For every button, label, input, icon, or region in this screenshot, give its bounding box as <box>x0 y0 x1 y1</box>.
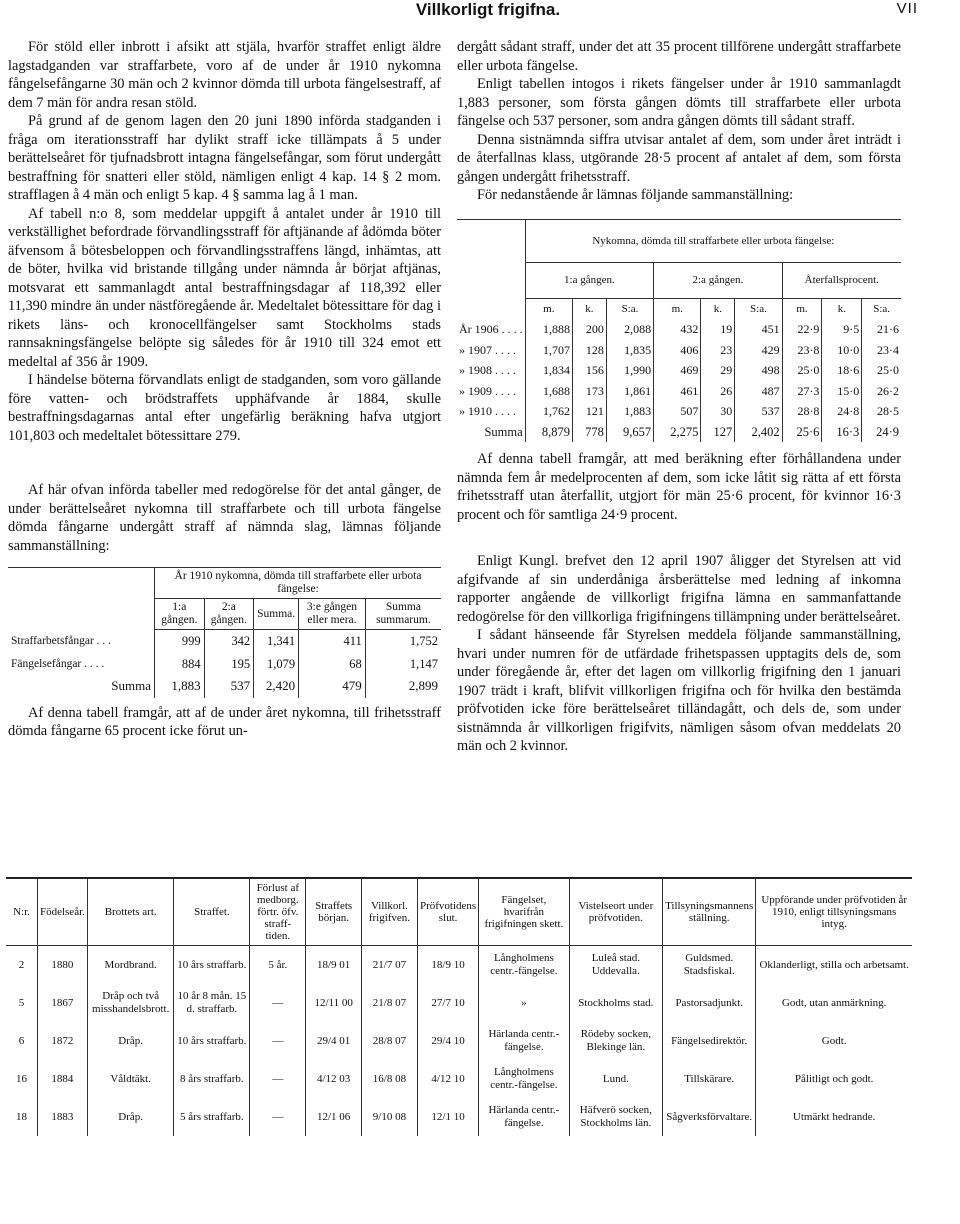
table-cell: 1880 <box>37 946 87 985</box>
table-cell: Tillskärare. <box>663 1060 756 1098</box>
table-cell: Dråp. <box>87 1098 174 1136</box>
row-label: År 1906 . . . . <box>459 322 523 336</box>
table-cell: » <box>479 984 569 1022</box>
table-cell: 1,888 <box>525 319 572 340</box>
table-cell: Härlanda centr.-fängelse. <box>479 1022 569 1060</box>
prison-count-table <box>8 567 441 698</box>
table-cell: 1872 <box>37 1022 87 1060</box>
table-cell: 29 <box>701 360 735 381</box>
table-cell: 18/9 10 <box>417 946 478 985</box>
table-cell: — <box>250 1060 306 1098</box>
table-cell: 1,883 <box>606 401 653 422</box>
table-sum-row: Summa 1,883 537 2,420 479 2,899 <box>8 675 441 698</box>
table-cell: 19 <box>701 319 735 340</box>
table-cell: 29/4 10 <box>417 1022 478 1060</box>
table-cell: 15·0 <box>822 381 862 402</box>
table-cell: 1,835 <box>606 340 653 361</box>
column-header: Straffet. <box>174 878 250 946</box>
column-header: Uppförande under pröfvotiden år 1910, enligt tillsyningsmans intyg. <box>756 878 912 946</box>
table-cell: 21/7 07 <box>361 946 417 985</box>
table-cell: Långholmens centr.-fängelse. <box>479 1060 569 1098</box>
table-cell: — <box>250 1022 306 1060</box>
paragraph: Af denna tabell framgår, att med beräkning efter förhållandena under nämnda fem år medelprocenten af dem, som icke låtit sig rätta af ett första frihetsstraff utan återfallit, utgjort för män 25·6 procent, för kvinnor 16·3 procent och för samtliga 24·9 procent. <box>457 451 901 523</box>
table-cell: 537 <box>735 401 782 422</box>
table-cell: 29/4 01 <box>306 1022 362 1060</box>
table-cell: 21·6 <box>862 319 901 340</box>
paragraph: På grund af de genom lagen den 20 juni 1890 införda stadganden i fråga om iterationsstraff har dylikt straff icke tillämpats å 5 under berättelseåret för tjufnadsbrott intagna fängelsefångar, som förut undergått bestraffning för snatteri eller stöld, nämligen enligt 4 kap. 14 § 2 mom. strafflagen å 4 män och enligt 5 kap. 4 § samma lag å 1 man. <box>8 113 441 203</box>
table-cell: 200 <box>572 319 606 340</box>
running-header-title: Villkorligt frigifna. <box>415 0 561 19</box>
paragraph: Enligt tabellen intogos i rikets fängelser under år 1910 sammanlagdt 1,883 personer, som första gången dömts till straffarbete eller urbota fängelse och 537 personer, som andra gången dömts till sådant straff. <box>457 76 901 129</box>
table-cell: Dråp. <box>87 1022 174 1060</box>
table-cell: — <box>250 984 306 1022</box>
table-cell: Godt, utan anmärkning. <box>756 984 912 1022</box>
table-cell: Dråp och två misshandelsbrott. <box>87 984 174 1022</box>
table-cell: 23·8 <box>782 340 822 361</box>
table-cell: Godt. <box>756 1022 912 1060</box>
table-cell: 451 <box>735 319 782 340</box>
table-row: Straffarbetsfångar . . . 999 342 1,341 411 1,752 <box>8 630 441 653</box>
column-group-header: 1:a gången. <box>525 263 653 299</box>
table-cell: 12/1 06 <box>306 1098 362 1136</box>
table-cell: 30 <box>701 401 735 422</box>
table-cell: 25·0 <box>782 360 822 381</box>
paragraph: Af denna tabell framgår, att af de under året nykomna, till frihetsstraff dömda fångarne 65 procent icke förut un- <box>8 704 441 739</box>
table-cell: 10 år 8 mån. 15 d. straffarb. <box>174 984 250 1022</box>
table-cell: 24·8 <box>822 401 862 422</box>
table-cell: Utmärkt hedrande. <box>756 1098 912 1136</box>
table-cell: 5 års straffarb. <box>174 1098 250 1136</box>
column-header: N:r. <box>6 878 37 946</box>
paragraph: För stöld eller inbrott i afsikt att stjäla, hvarför straffet enligt äldre lagstadganden var straffarbete, voro af de under år 1910 nykomna fångelsefångarne 30 män och 2 kvinnor dömda till urbota fängelsestraff, af dem 7 män för andra resan stöld. <box>8 39 441 111</box>
table-cell: Luleå stad. Uddevalla. <box>569 946 663 985</box>
column-header: Pröfvotidens slut. <box>417 878 478 946</box>
table-cell: Oklanderligt, stilla och arbetsamt. <box>756 946 912 985</box>
table-cell: 22·9 <box>782 319 822 340</box>
table-cell: 1867 <box>37 984 87 1022</box>
table-cell: 2 <box>18 958 25 971</box>
table-cell: 21/8 07 <box>361 984 417 1022</box>
column-group-header: 2:a gången. <box>654 263 782 299</box>
table-cell: Härlanda centr.-fängelse. <box>479 1098 569 1136</box>
table-row <box>457 381 901 402</box>
table-cell: Pålitligt och godt. <box>756 1060 912 1098</box>
table-cell: 23 <box>701 340 735 361</box>
column-group-header: Återfallsprocent. <box>782 263 901 299</box>
table-cell: 25·0 <box>862 360 901 381</box>
table-cell: 128 <box>572 340 606 361</box>
column-header: Tillsyningsmannens ställning. <box>663 878 756 946</box>
table-cell: 18/9 01 <box>306 946 362 985</box>
table-cell: Mordbrand. <box>87 946 174 985</box>
table-cell: 2,088 <box>606 319 653 340</box>
table-cell: 28·8 <box>782 401 822 422</box>
table-row <box>6 1022 912 1060</box>
table-cell: 1884 <box>37 1060 87 1098</box>
table-cell: 12/1 10 <box>417 1098 478 1136</box>
table-cell: 1,762 <box>525 401 572 422</box>
table-row <box>457 319 901 340</box>
table-cell: 10·0 <box>822 340 862 361</box>
table-cell: 1883 <box>37 1098 87 1136</box>
table-cell: 4/12 10 <box>417 1060 478 1098</box>
table-cell: Guldsmed. Stadsfiskal. <box>663 946 756 985</box>
table-row <box>457 401 901 422</box>
table-cell: Rödeby socken, Blekinge län. <box>569 1022 663 1060</box>
table-row <box>6 1098 912 1136</box>
table-cell: 27·3 <box>782 381 822 402</box>
paragraph: I sådant hänseende får Styrelsen meddela följande sammanställning, hvari under numren för de utfärdade frihetspassen upptagits dels de, som under föregående år, efter det lagen om villkorlig frigifning den 1 januari 1907 trädt i kraft, blifvit villkorligen frigifna och för hvilka den bestämda pröfvotiden icke före berättelseåret tilländagått, och dels de, som under sistnämnda år villkorligen frigifvits, nämligen såsom ofvan meddelats 20 män och 2 kvinnor. <box>457 627 901 754</box>
table-cell: 1,707 <box>525 340 572 361</box>
page-number: VII <box>896 0 918 17</box>
table-cell: 12/11 00 <box>306 984 362 1022</box>
table-cell: 507 <box>654 401 701 422</box>
column-header: Summa summarum. <box>365 599 441 630</box>
column-header: 3:e gången eller mera. <box>299 599 366 630</box>
column-header: Födelseår. <box>37 878 87 946</box>
table-cell: 28·5 <box>862 401 901 422</box>
paragraph: I händelse böterna förvandlats enligt de stadganden, som voro gällande före vatten- och brödstraffets upphäfvande år 1884, skulle bestraffningsdagarnas antal efter ungefärlig beräkning hafva utgjort 101,803 och medeltalet bötessittare 279. <box>8 372 441 444</box>
table-cell: 469 <box>654 360 701 381</box>
right-column <box>457 38 901 756</box>
table-cell: Lund. <box>569 1060 663 1098</box>
table-cell: 9/10 08 <box>361 1098 417 1136</box>
table-cell: Våldtäkt. <box>87 1060 174 1098</box>
row-label: » 1910 . . . . <box>459 404 516 418</box>
table-cell: 26 <box>701 381 735 402</box>
paragraph: För nedanstående år lämnas följande sammanställning: <box>477 187 794 203</box>
table-cell: 6 <box>18 1034 25 1047</box>
table-cell: 1,834 <box>525 360 572 381</box>
table-cell: 16/8 08 <box>361 1060 417 1098</box>
table-cell: 429 <box>735 340 782 361</box>
column-header: Villkorl. frigifven. <box>361 878 417 946</box>
table-cell: 16 <box>15 1072 27 1085</box>
table-cell: — <box>250 1098 306 1136</box>
table-sum-row: Summa 8,879 778 9,657 2,275 127 2,402 25·6 16·3 24·9 <box>457 422 901 443</box>
table-row <box>6 984 912 1022</box>
table-cell: 10 års straffarb. <box>174 1022 250 1060</box>
table-cell: Långholmens centr.-fängelse. <box>479 946 569 985</box>
table-row <box>457 360 901 381</box>
table-cell: Stockholms stad. <box>569 984 663 1022</box>
table-row <box>6 946 912 985</box>
column-header: Förlust af medborg. förtr. öfv. straff-tiden. <box>250 878 306 946</box>
table-cell: 23·4 <box>862 340 901 361</box>
table-cell: 4/12 03 <box>306 1060 362 1098</box>
table-cell: 156 <box>572 360 606 381</box>
table-cell: 121 <box>572 401 606 422</box>
table-cell: Pastorsadjunkt. <box>663 984 756 1022</box>
table-super-header: Nykomna, dömda till straffarbete eller urbota fängelse: <box>525 219 901 263</box>
row-label: » 1907 . . . . <box>459 342 516 357</box>
table-cell: 10 års straffarb. <box>174 946 250 985</box>
paragraph: Enligt Kungl. brefvet den 12 april 1907 åligger det Styrelsen att vid afgifvande af sin underdåniga årsberättelse med ledning af inkomna rapporter angående de villkorligt frigifna lämna en sammanfattande redogörelse för den villkorliga frigifningens tillämpning under berättelseåret. <box>457 553 901 625</box>
table-header-row <box>6 878 912 946</box>
table-cell: 9·5 <box>822 319 862 340</box>
table-row <box>457 340 901 361</box>
column-header: Straffets början. <box>306 878 362 946</box>
table-cell: 487 <box>735 381 782 402</box>
table-row <box>6 1060 912 1098</box>
parole-table <box>6 877 912 1136</box>
table-cell: 27/7 10 <box>417 984 478 1022</box>
table-cell: Sågverksförvaltare. <box>663 1098 756 1136</box>
table-cell: 18·6 <box>822 360 862 381</box>
table-cell: Häfverö socken, Stockholms län. <box>569 1098 663 1136</box>
left-column <box>8 38 441 741</box>
table-super-header: År 1910 nykomna, dömda till straffarbete eller urbota fängelse: <box>155 568 442 599</box>
table-cell: 28/8 07 <box>361 1022 417 1060</box>
column-header: Vistelseort under pröfvotiden. <box>569 878 663 946</box>
paragraph: dergått sådant straff, under det att 35 procent tillförene undergått straffarbete eller urbota fängelse. <box>457 39 901 74</box>
table-cell: 173 <box>572 381 606 402</box>
table-cell: 432 <box>654 319 701 340</box>
recidivism-table: Nykomna, dömda till straffarbete eller urbota fängelse: 1:a gången. 2:a gången. Återfallsprocent. m. k. S:a. m. k. S:a. m. k. S:a. År 1906 . . . . 1,888 200 2,088 432 19 451 22·9 9·5 21·6 » 1907 . . . . 1,707 128 1,835 406 23 429 23·8 10·0 23·4 » 1908 . . . . 1,834 156 1,990 469 29 498 25·0 18·6 25·0 » 1909 . . . . 1,688 173 1,861 461 26 487 27·3 15·0 26·2 » 1910 . . . . 1,762 121 1,883 507 30 537 28·8 24·8 28·5 Summa 8,879 778 9,657 2,275 127 2,402 25·6 16·3 24·9 <box>457 219 901 443</box>
column-header: Fängelset, hvarifrån frigifningen skett. <box>479 878 569 946</box>
table-cell: 1,990 <box>606 360 653 381</box>
table-cell: Fängelsedirektör. <box>663 1022 756 1060</box>
table-cell: 18 <box>15 1110 27 1123</box>
column-header: Brottets art. <box>87 878 174 946</box>
table-cell: 26·2 <box>862 381 901 402</box>
column-header: 2:a gången. <box>204 599 254 630</box>
table-cell: 8 års straffarb. <box>174 1060 250 1098</box>
table-cell: 1,688 <box>525 381 572 402</box>
row-label: » 1909 . . . . <box>459 383 516 398</box>
column-header: Summa. <box>254 599 299 630</box>
table-row: Fängelsefångar . . . . 884 195 1,079 68 1,147 <box>8 653 441 676</box>
column-header: 1:a gången. <box>155 599 205 630</box>
paragraph: Denna sistnämnda siffra utvisar antalet af dem, som under året inträdt i de återfallnas klass, utgörande 28·5 procent af antalet af dem, som första gången undergått frihetsstraff. <box>457 131 901 185</box>
table-cell: 498 <box>735 360 782 381</box>
table-cell: 406 <box>654 340 701 361</box>
row-label: » 1908 . . . . <box>459 363 516 377</box>
table-cell: 5 år. <box>250 946 306 985</box>
table-cell: 461 <box>654 381 701 402</box>
paragraph: Af här ofvan införda tabeller med redogörelse för det antal gånger, de under berättelseåret nykomna till straffarbete och till urbota fängelse dömda fångarne undergått straff af nämnda slag, lämnas följande sammanställning: <box>8 482 441 554</box>
table-cell: 1,861 <box>606 381 653 402</box>
paragraph: Af tabell n:o 8, som meddelar uppgift å antalet under år 1910 till verkställighet befordrade förvandlingsstraff för aftjänande af ådömda böter äfvensom å bötesbeloppen och förvandlingsstraffens längd, inhämtas, att de böter, hvilka vid bristande tillgång under nämnda år börjat aftjänas, motsvarat ett sammanlagdt antal bestraffningsdagar af 118,392 eller 11,390 mindre än under nästföregående år. Medeltalet bötessittare för dag i rikets läns- och kronocellfängelser samt Stockholms stads rannsakningsfängelse belöpte sig således för år 1910 till 324 emot ett medeltal af 356 år 1909. <box>8 205 441 370</box>
table-cell: 5 <box>18 996 25 1009</box>
